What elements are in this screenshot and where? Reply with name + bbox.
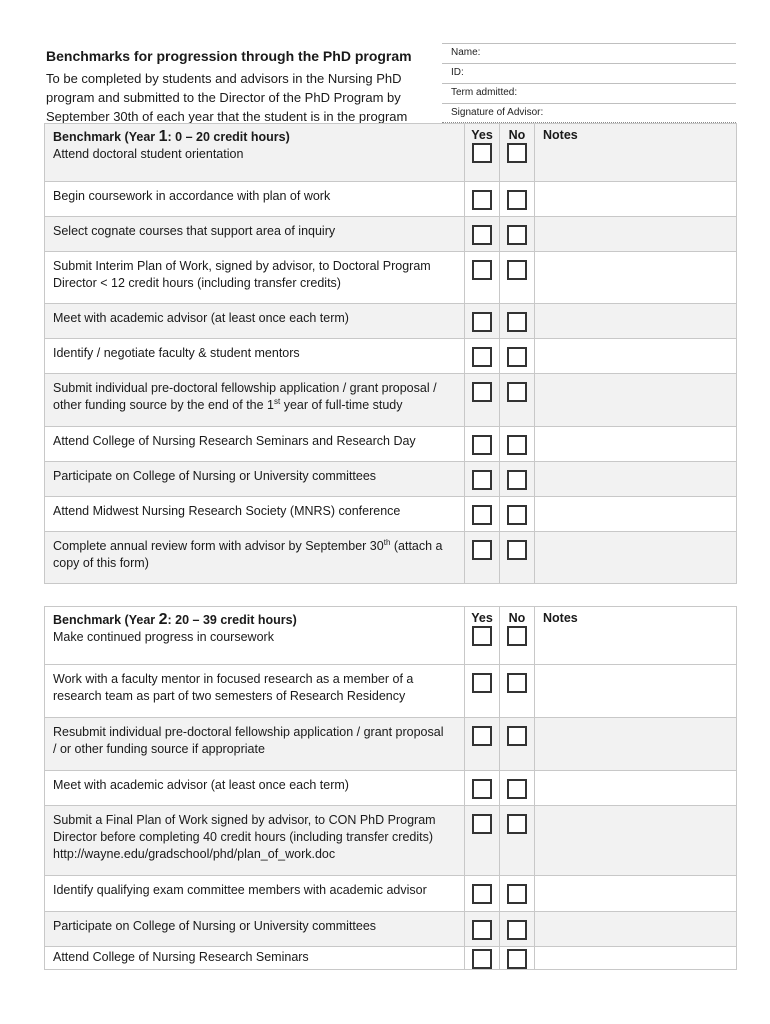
year2-item-5-yes-checkbox[interactable]: [472, 814, 492, 834]
year2-item-7-text: Participate on College of Nursing or University committees: [45, 912, 465, 947]
notes-column-header: Notes: [543, 128, 578, 142]
id-field[interactable]: [442, 63, 736, 83]
year2-heading: Benchmark (Year 2: 20 – 39 credit hours): [53, 611, 297, 628]
year2-row-6: [45, 876, 737, 912]
form-instructions-line-2: program and submitted to the Director of the PhD Program by: [46, 90, 401, 105]
year1-item-9-text: Participate on College of Nursing or University committees: [45, 462, 465, 497]
year2-item-4-no-checkbox[interactable]: [507, 779, 527, 799]
year1-row-3: [45, 217, 737, 252]
year2-item-8-notes[interactable]: [535, 947, 737, 970]
year1-item-9-notes[interactable]: [535, 462, 737, 497]
year1-item-7-notes[interactable]: [535, 374, 737, 427]
year1-item-3-yes-checkbox[interactable]: [472, 225, 492, 245]
year1-item-4-no-checkbox[interactable]: [507, 260, 527, 280]
form-heading: [46, 46, 426, 126]
year1-item-1-no-checkbox[interactable]: [507, 143, 527, 163]
year1-row-6: [45, 339, 737, 374]
plan-of-work-link[interactable]: http://wayne.edu/gradschool/phd/plan_of_work.doc: [53, 847, 336, 861]
year1-row-4: [45, 252, 737, 304]
year1-row-5: [45, 304, 737, 339]
year1-item-2-no-checkbox[interactable]: [507, 190, 527, 210]
advisor-signature-label: Signature of Advisor:: [451, 107, 544, 118]
year1-item-10-no-checkbox[interactable]: [507, 505, 527, 525]
year1-row-2: [45, 182, 737, 217]
year1-item-2-notes[interactable]: [535, 182, 737, 217]
year1-item-6-notes[interactable]: [535, 339, 737, 374]
year1-item-10-yes-checkbox[interactable]: [472, 505, 492, 525]
year1-row-8: [45, 427, 737, 462]
year2-item-3-notes[interactable]: [535, 718, 737, 771]
year2-row-3: [45, 718, 737, 771]
year1-item-3-no-checkbox[interactable]: [507, 225, 527, 245]
year1-item-3-notes[interactable]: [535, 217, 737, 252]
year2-row-4: [45, 771, 737, 806]
year1-item-8-notes[interactable]: [535, 427, 737, 462]
year1-item-9-yes-checkbox[interactable]: [472, 470, 492, 490]
year2-row-2: [45, 665, 737, 718]
yes-column-header: Yes: [471, 128, 493, 142]
year2-row-8: [45, 947, 737, 970]
year1-heading: Benchmark (Year 1: 0 – 20 credit hours): [53, 128, 290, 145]
year2-item-3-yes-checkbox[interactable]: [472, 726, 492, 746]
year2-item-1-no-checkbox[interactable]: [507, 626, 527, 646]
year1-item-11-notes[interactable]: [535, 532, 737, 584]
year1-item-2-text: Begin coursework in accordance with plan of work: [45, 182, 465, 217]
year1-item-5-no-checkbox[interactable]: [507, 312, 527, 332]
year1-benchmark-table: [44, 123, 737, 584]
form-instructions-line-3: September 30th of each year that the student is in the program: [46, 109, 408, 124]
year1-item-1-yes-checkbox[interactable]: [472, 143, 492, 163]
year2-item-2-notes[interactable]: [535, 665, 737, 718]
year1-row-9: [45, 462, 737, 497]
year1-item-7-text: Submit individual pre-doctoral fellowship application / grant proposal / other funding source by the end of the 1st year of full-time study: [45, 374, 465, 427]
name-label: Name:: [451, 47, 481, 58]
year1-item-5-text: Meet with academic advisor (at least once each term): [45, 304, 465, 339]
year1-item-6-no-checkbox[interactable]: [507, 347, 527, 367]
year1-item-3-text: Select cognate courses that support area of inquiry: [45, 217, 465, 252]
year2-item-3-no-checkbox[interactable]: [507, 726, 527, 746]
year2-item-2-text: Work with a faculty mentor in focused research as a member of a research team as part of two semesters of Research Residency: [45, 665, 465, 718]
year1-item-7-no-checkbox[interactable]: [507, 382, 527, 402]
year2-item-7-yes-checkbox[interactable]: [472, 920, 492, 940]
year2-item-4-yes-checkbox[interactable]: [472, 779, 492, 799]
year1-item-10-notes[interactable]: [535, 497, 737, 532]
year1-item-4-yes-checkbox[interactable]: [472, 260, 492, 280]
year1-item-6-text: Identify / negotiate faculty & student mentors: [45, 339, 465, 374]
year2-item-1-yes-checkbox[interactable]: [472, 626, 492, 646]
year2-item-1-text: Make continued progress in coursework: [53, 630, 274, 644]
year2-item-5-text: Submit a Final Plan of Work signed by advisor, to CON PhD Program Director before completing 40 credit hours (including transfer credits) http://wayne.edu/gradschool/phd/plan_of_work.doc: [45, 806, 465, 876]
no-column-header-2: No: [508, 611, 526, 625]
student-info-fields: [442, 43, 736, 123]
year1-item-4-text: Submit Interim Plan of Work, signed by advisor, to Doctoral Program Director < 12 credit hours (including transfer credits): [45, 252, 465, 304]
term-admitted-label: Term admitted:: [451, 87, 518, 98]
year2-item-2-yes-checkbox[interactable]: [472, 673, 492, 693]
year2-item-5-notes[interactable]: [535, 806, 737, 876]
year2-row-1: [45, 607, 737, 665]
year2-item-7-notes[interactable]: [535, 912, 737, 947]
year1-item-7-yes-checkbox[interactable]: [472, 382, 492, 402]
year1-item-5-notes[interactable]: [535, 304, 737, 339]
year2-item-2-no-checkbox[interactable]: [507, 673, 527, 693]
year2-item-6-notes[interactable]: [535, 876, 737, 912]
year2-item-1-notes[interactable]: [535, 607, 737, 665]
notes-column-header-2: Notes: [543, 611, 578, 625]
year1-row-7: [45, 374, 737, 427]
year1-item-1-notes[interactable]: [535, 124, 737, 182]
yes-column-header-2: Yes: [471, 611, 493, 625]
year1-item-9-no-checkbox[interactable]: [507, 470, 527, 490]
year1-item-6-yes-checkbox[interactable]: [472, 347, 492, 367]
year2-item-5-no-checkbox[interactable]: [507, 814, 527, 834]
year1-item-1-text: Attend doctoral student orientation: [53, 147, 244, 161]
term-admitted-field[interactable]: [442, 83, 736, 103]
year2-benchmark-table: [44, 606, 737, 970]
id-label: ID:: [451, 67, 464, 78]
year1-item-11-yes-checkbox[interactable]: [472, 540, 492, 560]
form-title: Benchmarks for progression through the PhD program: [46, 48, 412, 64]
year1-row-1: [45, 124, 737, 182]
year2-row-5: [45, 806, 737, 876]
year2-item-6-yes-checkbox[interactable]: [472, 884, 492, 904]
year1-row-10: [45, 497, 737, 532]
year1-item-8-no-checkbox[interactable]: [507, 435, 527, 455]
advisor-signature-field[interactable]: [442, 103, 736, 123]
year2-item-8-text: Attend College of Nursing Research Seminars: [45, 947, 465, 970]
form-instructions-line-1: To be completed by students and advisors in the Nursing PhD: [46, 71, 402, 86]
year1-item-11-text: Complete annual review form with advisor by September 30th (attach a copy of this form): [45, 532, 465, 584]
year2-item-6-text: Identify qualifying exam committee members with academic advisor: [45, 876, 465, 912]
year2-item-3-text: Resubmit individual pre-doctoral fellowship application / grant proposal / or other funding source if appropriate: [45, 718, 465, 771]
year2-item-7-no-checkbox[interactable]: [507, 920, 527, 940]
year2-item-8-yes-checkbox[interactable]: [472, 949, 492, 969]
year2-item-8-no-checkbox[interactable]: [507, 949, 527, 969]
year1-item-4-notes[interactable]: [535, 252, 737, 304]
year1-item-5-yes-checkbox[interactable]: [472, 312, 492, 332]
year1-row-11: [45, 532, 737, 584]
year2-row-7: [45, 912, 737, 947]
name-field[interactable]: [442, 43, 736, 63]
year1-item-10-text: Attend Midwest Nursing Research Society (MNRS) conference: [45, 497, 465, 532]
year2-item-4-notes[interactable]: [535, 771, 737, 806]
year2-item-6-no-checkbox[interactable]: [507, 884, 527, 904]
no-column-header: No: [508, 128, 526, 142]
year1-item-8-text: Attend College of Nursing Research Seminars and Research Day: [45, 427, 465, 462]
year1-item-8-yes-checkbox[interactable]: [472, 435, 492, 455]
year1-item-2-yes-checkbox[interactable]: [472, 190, 492, 210]
year2-item-4-text: Meet with academic advisor (at least once each term): [45, 771, 465, 806]
year1-item-11-no-checkbox[interactable]: [507, 540, 527, 560]
